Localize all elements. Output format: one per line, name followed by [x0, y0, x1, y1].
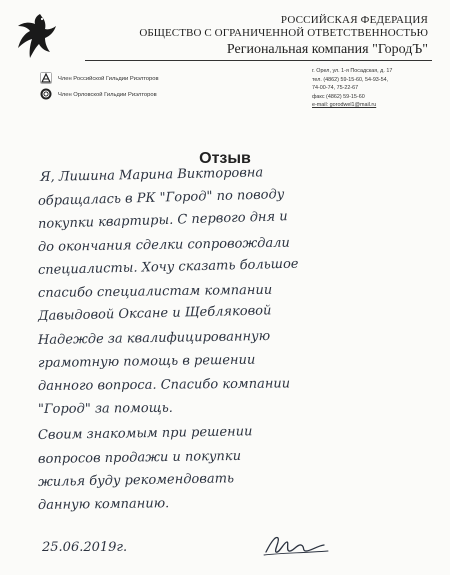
letter-line: данную компанию. [37, 496, 170, 513]
letter-line: "Город" за помощь. [37, 400, 173, 417]
letter-date: 25.06.2019г. [42, 540, 128, 555]
contact-address: г. Орел, ул. 1-я Посадская, д. 17 [312, 68, 393, 74]
letter-line: специалисты. Хочу сказать большое [37, 256, 299, 278]
oryol-guild-member: Член Орловской Гильдии Риэлторов [58, 92, 157, 98]
contact-block [312, 67, 392, 110]
letter-line: Своим знакомым при решении [37, 424, 253, 443]
letter-line: жилья буду рекомендовать [37, 471, 235, 490]
contact-email: e-mail: gorodwel1@mail.ru [312, 102, 377, 109]
letter-line: грамотную помощь в решении [37, 352, 256, 371]
contact-phone-extra: 74-00-74, 75-22-67 [312, 85, 359, 92]
header-company-name: Региональная компания "ГородЪ" [226, 42, 428, 57]
header-company-type: ОБЩЕСТВО С ОГРАНИЧЕННОЙ ОТВЕТСТВЕННОСТЬЮ [139, 27, 428, 39]
russian-guild-icon [40, 72, 52, 84]
letter-line: вопросов продажи и покупки [37, 448, 242, 467]
header-divider [85, 60, 432, 61]
letter-line: покупки квартиры. С первого дня и [37, 209, 288, 232]
contact-fax: факс (4862) 59-15-60 [312, 93, 365, 100]
oryol-guild-icon [40, 88, 52, 100]
letter-line: Давыдовой Оксане и Щебляковой [37, 303, 272, 324]
letter-line: спасибо специалистам компании [37, 282, 273, 301]
letter-line: до окончания сделки сопровождали [37, 235, 290, 255]
handwritten-signature [262, 530, 332, 560]
header-country: РОССИЙСКАЯ ФЕДЕРАЦИЯ [280, 14, 428, 26]
contact-phone: тел. (4862) 59-15-60, 54-93-54, [312, 76, 389, 83]
russian-guild-member: Член Российской Гильдии Риэлторов [58, 76, 159, 82]
document-title: Отзыв [199, 150, 251, 167]
letter-line: данного вопроса. Спасибо компании [37, 376, 291, 394]
eagle-logo [12, 10, 62, 62]
letter-line: Надежде за квалифицированную [37, 328, 271, 348]
letter-line: обращалась в РК "Город" по поводу [37, 187, 285, 209]
letter-line: Я, Лишина Марина Викторовна [39, 165, 264, 185]
